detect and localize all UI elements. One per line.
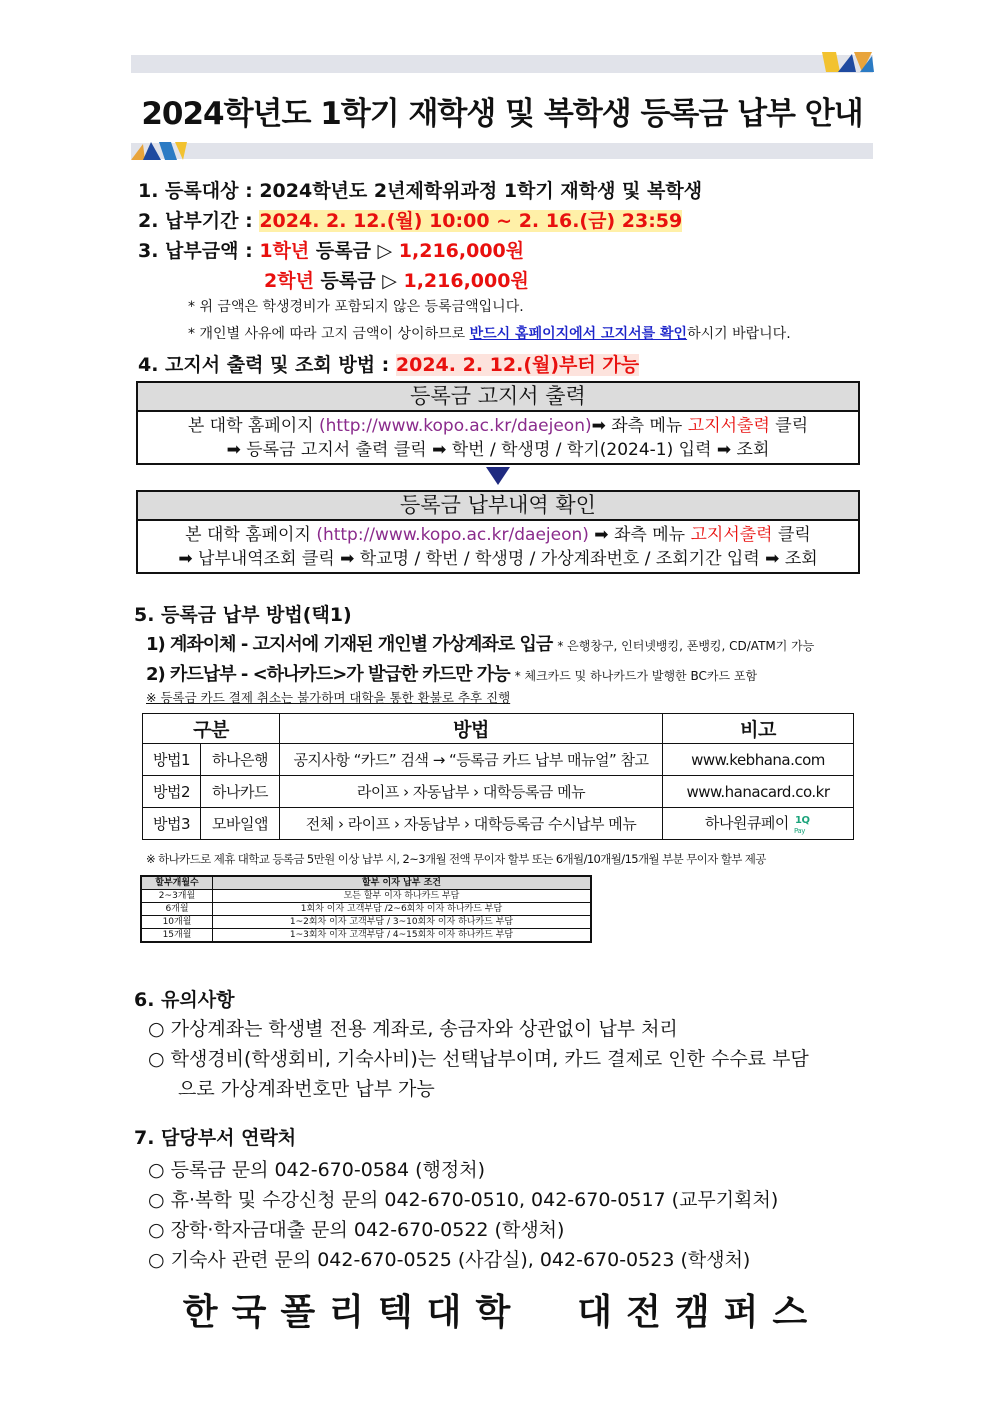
method-2: 2) 카드납부 - <하나카드>가 발급한 카드만 가능 * 체크카드 및 하나카드가 발행한 BC카드 포함 bbox=[146, 664, 758, 685]
contact-2: ○ 휴·복학 및 수강신청 문의 042-670-0510, 042-670-0517 (교무기획처) bbox=[148, 1189, 779, 1211]
table-row: 2~3개월 모든 할부 이자 하나카드 부담 bbox=[141, 890, 591, 903]
homepage-link[interactable]: (http://www.kopo.ac.kr/daejeon) bbox=[319, 416, 592, 436]
sec3-label: 3. 납부금액 : bbox=[138, 240, 253, 262]
sec1-label: 1. 등록대상 : bbox=[138, 180, 253, 202]
card-cancel-warning: ※ 등록금 카드 결제 취소는 불가하며 대학을 통한 환불로 추후 진행 bbox=[146, 690, 511, 705]
section-5-label: 5. 등록금 납부 방법(택1) bbox=[134, 604, 352, 626]
installment-table: 할부개월수 할부 이자 납부 조건 2~3개월 모든 할부 이자 하나카드 부담 6개월 1회차 이자 고객부담 /2~6회차 이자 하나카드 부담 10개월 1~2회차 이자 고객부담 / 3~10회차 이자 하나카드 부담 15개월 1~3회차 이자 고객부담 / 4~15회차 이자 하나카드 부담 bbox=[140, 875, 592, 943]
top-corner-decoration bbox=[822, 52, 874, 74]
invoice-print-head: 등록금 고지서 출력 bbox=[138, 383, 858, 412]
svg-text:Pay: Pay bbox=[794, 826, 805, 835]
notice-item-2: ○ 학생경비(학생회비, 기숙사비)는 선택납부이며, 카드 결제로 인한 수수료 부담 bbox=[148, 1048, 809, 1070]
homepage-link-2[interactable]: (http://www.kopo.ac.kr/daejeon) bbox=[316, 525, 589, 545]
sec4-label: 4. 고지서 출력 및 조회 방법 : bbox=[138, 354, 390, 376]
invoice-print-box bbox=[136, 381, 860, 465]
hana-bank-link[interactable]: www.kebhana.com bbox=[663, 744, 854, 776]
payment-history-box bbox=[136, 490, 860, 574]
table-row: 방법3 모바일앱 전체 › 라이프 › 자동납부 › 대학등록금 수시납부 메뉴 하나원큐페이 1Q Pay bbox=[143, 808, 854, 840]
onepay-logo-icon bbox=[793, 813, 811, 835]
notice-item-1: ○ 가상계좌는 학생별 전용 계좌로, 송금자와 상관없이 납부 처리 bbox=[148, 1018, 678, 1040]
sec3-note2-c: 하시기 바랍니다. bbox=[687, 326, 791, 342]
col-header-note: 비고 bbox=[663, 714, 854, 744]
section-3-row2 bbox=[264, 266, 529, 293]
payment-history-head: 등록금 납부내역 확인 bbox=[138, 492, 858, 521]
title-underline-bar bbox=[131, 143, 873, 159]
payment-history-line2: ➡ 납부내역조회 클릭 ➡ 학교명 / 학번 / 학생명 / 가상계좌번호 / 조회기간 입력 ➡ 조회 bbox=[178, 549, 818, 569]
section-7-label: 7. 담당부서 연락처 bbox=[134, 1127, 297, 1149]
sec3-note2-b: 반드시 홈페이지에서 고지서를 확인 bbox=[469, 326, 688, 342]
table-row: 10개월 1~2회차 이자 고객부담 / 3~10회차 이자 하나카드 부담 bbox=[141, 916, 591, 929]
contact-1: ○ 등록금 문의 042-670-0584 (행정처) bbox=[148, 1159, 485, 1181]
sec1-value: 2024학년도 2년제학위과정 1학기 재학생 및 복학생 bbox=[259, 180, 703, 202]
section-3 bbox=[138, 236, 524, 263]
invoice-print-line2: ➡ 등록금 고지서 출력 클릭 ➡ 학번 / 학생명 / 학기(2024-1) 입력 ➡ 조회 bbox=[226, 440, 770, 460]
contact-3: ○ 장학·학자금대출 문의 042-670-0522 (학생처) bbox=[148, 1219, 565, 1241]
grade1-text: 등록금 ▷ bbox=[309, 240, 399, 262]
grade1: 1학년 bbox=[259, 240, 310, 262]
table-row: 6개월 1회차 이자 고객부담 /2~6회차 이자 하나카드 부담 bbox=[141, 903, 591, 916]
grade2-amount: 1,216,000원 bbox=[403, 270, 529, 292]
sec2-label: 2. 납부기간 : bbox=[138, 210, 253, 232]
sec3-note2 bbox=[188, 323, 791, 343]
bottom-corner-decoration bbox=[131, 142, 187, 162]
page-title: 2024학년도 1학기 재학생 및 복학생 등록금 납부 안내 bbox=[141, 96, 863, 132]
invoice-print-line1: 본 대학 홈페이지 (http://www.kopo.ac.kr/daejeon)➡ 좌측 메뉴 고지서출력 클릭 bbox=[187, 416, 809, 436]
installment-note: ※ 하나카드로 제휴 대학교 등록금 5만원 이상 납부 시, 2~3개월 전액 무이자 할부 또는 6개월/10개월/15개월 부분 무이자 할부 제공 bbox=[146, 852, 766, 866]
payment-method-table bbox=[142, 713, 854, 840]
payment-history-body bbox=[138, 521, 858, 571]
onepay-cell: 하나원큐페이 1Q Pay bbox=[663, 808, 854, 840]
grade1-amount: 1,216,000원 bbox=[398, 240, 525, 262]
method-1: 1) 계좌이체 - 고지서에 기재된 개인별 가상계좌로 입금 * 은행창구, 인터넷뱅킹, 폰뱅킹, CD/ATM기 가능 bbox=[146, 634, 815, 655]
sec3-note2-a: * 개인별 사유에 따라 고지 금액이 상이하므로 bbox=[188, 326, 470, 342]
section-6-label: 6. 유의사항 bbox=[134, 989, 235, 1011]
grade2-text: 등록금 ▷ bbox=[313, 270, 404, 292]
down-arrow-icon bbox=[486, 467, 510, 487]
table-row: 방법2 하나카드 라이프 › 자동납부 › 대학등록금 메뉴 www.hanacard.co.kr bbox=[143, 776, 854, 808]
sec4-value: 2024. 2. 12.(월)부터 가능 bbox=[395, 354, 640, 376]
sec3-note1: * 위 금액은 학생경비가 포함되지 않은 등록금액입니다. bbox=[188, 299, 524, 315]
hana-card-link[interactable]: www.hanacard.co.kr bbox=[663, 776, 854, 808]
svg-text:1Q: 1Q bbox=[795, 814, 810, 826]
grade2: 2학년 bbox=[264, 270, 314, 292]
col-header-type: 구분 bbox=[143, 714, 280, 744]
section-2 bbox=[138, 206, 682, 233]
footer-campus-name: 한국폴리텍대학 대전캠퍼스 bbox=[182, 1292, 822, 1333]
table-row: 15개월 1~3회차 이자 고객부담 / 4~15회차 이자 하나카드 부담 bbox=[141, 929, 591, 943]
table-row: 방법1 하나은행 공지사항 “카드” 검색 → “등록금 카드 납부 매뉴얼” 참고 www.kebhana.com bbox=[143, 744, 854, 776]
payment-history-line1: 본 대학 홈페이지 (http://www.kopo.ac.kr/daejeon) ➡ 좌측 메뉴 고지서출력 클릭 bbox=[185, 525, 811, 545]
section-4 bbox=[138, 350, 639, 377]
sec2-value: 2024. 2. 12.(월) 10:00 ~ 2. 16.(금) 23:59 bbox=[259, 210, 683, 232]
section-1 bbox=[138, 176, 702, 203]
notice-item-2-cont: 으로 가상계좌번호만 납부 가능 bbox=[178, 1078, 435, 1100]
top-banner-bar bbox=[131, 55, 873, 73]
contact-4: ○ 기숙사 관련 문의 042-670-0525 (사감실), 042-670-0523 (학생처) bbox=[148, 1249, 751, 1271]
invoice-print-body bbox=[138, 412, 858, 462]
col-header-method: 방법 bbox=[280, 714, 663, 744]
